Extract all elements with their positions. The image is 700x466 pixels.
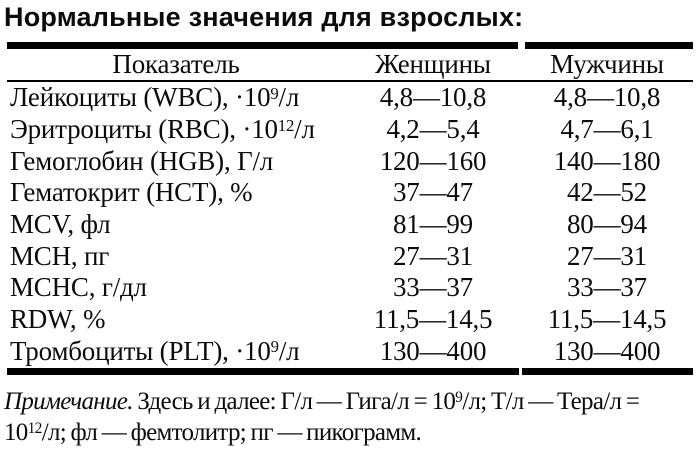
table-row <box>7 114 693 146</box>
men-value-cell: 140—180 <box>553 145 661 176</box>
men-value-cell: 80—94 <box>566 209 647 240</box>
table-row <box>7 304 693 336</box>
women-value-cell: 130—400 <box>379 335 487 366</box>
men-value-cell: 130—400 <box>553 335 661 366</box>
indicator-cell: MCV, фл <box>10 209 111 240</box>
women-value-cell: 4,8—10,8 <box>379 82 487 113</box>
indicator-cell: RDW, % <box>10 304 106 335</box>
women-value-cell: 33—37 <box>392 272 473 303</box>
superscript: 12 <box>27 420 42 438</box>
men-value-cell: 11,5—14,5 <box>547 304 667 335</box>
top-rule-right-segment <box>525 42 693 49</box>
women-value-cell: 27—31 <box>392 240 473 271</box>
indicator-cell: MCH, пг <box>10 240 110 271</box>
footnote-line: Здесь и далее: Г/л — Гига/л = $10^9/л$; Т/л — Тера/л = <box>137 388 640 415</box>
men-value-cell: 42—52 <box>566 177 647 208</box>
col-header-women: Женщины <box>345 49 521 81</box>
women-value-cell: 4,2—5,4 <box>386 114 480 145</box>
table-body <box>7 81 693 367</box>
table-row <box>7 209 693 241</box>
indicator-cell: Гематокрит (HCT), % <box>10 177 253 208</box>
table-row <box>7 240 693 272</box>
men-value-cell: 4,7—6,1 <box>560 114 654 145</box>
table-top-rule <box>7 42 693 49</box>
women-value-cell: 120—160 <box>379 145 487 176</box>
footnote <box>4 386 700 448</box>
superscript: 9 <box>270 337 279 357</box>
col-header-men: Мужчины <box>521 49 693 81</box>
bottom-rule-left-segment <box>7 368 519 375</box>
indicator-cell: Тромбоциты (PLT), $\cdot 10^9/л$ <box>10 335 300 366</box>
header-row <box>7 49 693 81</box>
indicator-cell: MCHC, г/дл <box>10 272 147 303</box>
table-row <box>7 145 693 177</box>
indicator-cell: Эритроциты (RBC), $\cdot 10^{12}/л$ <box>10 114 315 145</box>
table-row <box>7 272 693 304</box>
table-row <box>7 81 693 114</box>
men-value-cell: 27—31 <box>566 240 647 271</box>
col-header-indicator: Показатель <box>7 49 345 81</box>
table-row <box>7 336 693 368</box>
top-rule-left-segment <box>7 42 518 49</box>
women-value-cell: 81—99 <box>392 209 473 240</box>
men-value-cell: 4,8—10,8 <box>553 82 661 113</box>
table-row <box>7 177 693 209</box>
page-title: Нормальные значения для взрослых: <box>4 2 524 32</box>
reference-table <box>7 49 693 367</box>
superscript: 9 <box>455 389 463 407</box>
footnote-lead: Примечание. <box>4 388 133 415</box>
women-value-cell: 37—47 <box>392 177 473 208</box>
footnote-line: $10^{12}/л$; фл — фемтолитр; пг — пикограмм. <box>4 419 422 446</box>
bottom-rule-right-segment <box>522 368 693 375</box>
men-value-cell: 33—37 <box>566 272 647 303</box>
superscript: 12 <box>277 115 295 135</box>
table-bottom-rule <box>7 368 693 375</box>
indicator-cell: Гемоглобин (HGB), Г/л <box>10 145 274 176</box>
superscript: 9 <box>270 83 279 103</box>
indicator-cell: Лейкоциты (WBC), $\cdot 10^9/л$ <box>10 82 300 113</box>
women-value-cell: 11,5—14,5 <box>373 304 493 335</box>
